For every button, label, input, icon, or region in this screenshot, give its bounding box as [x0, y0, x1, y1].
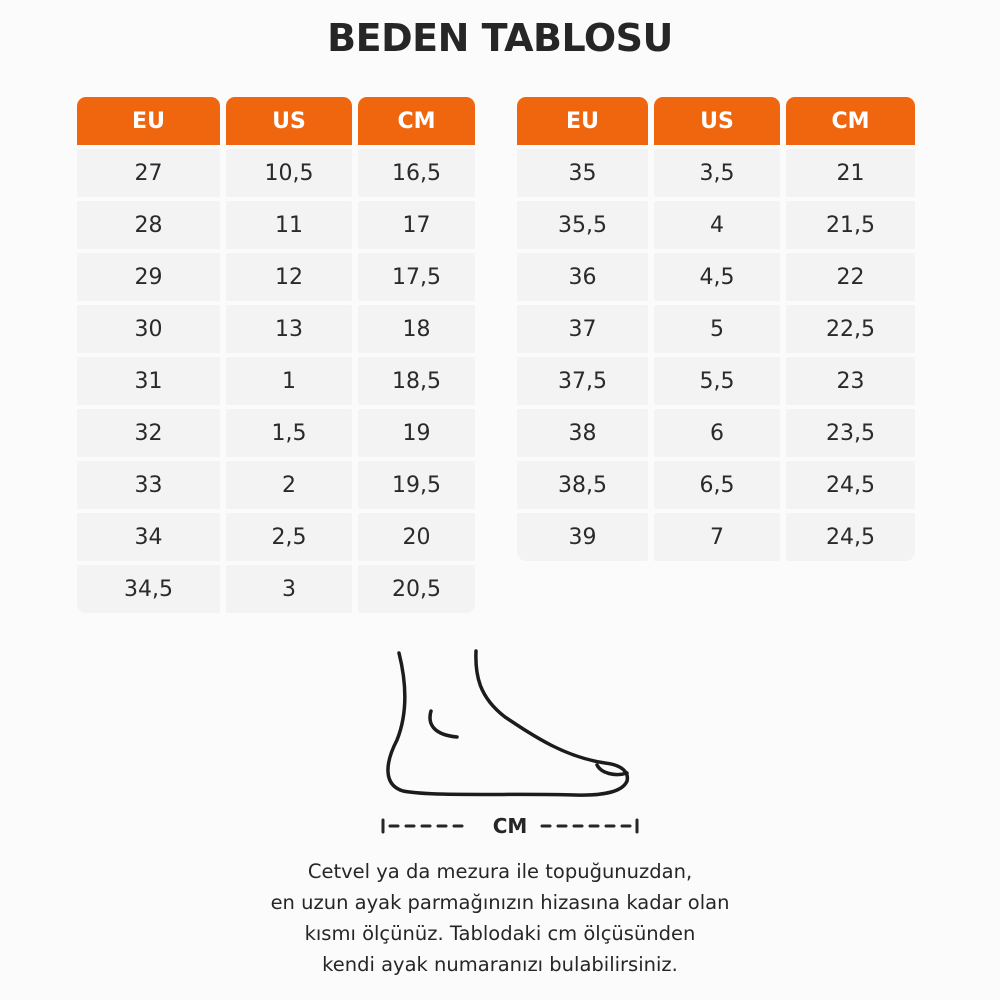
cell-eu: 31: [77, 357, 220, 405]
cell-cm: 19,5: [358, 461, 475, 509]
cell-eu: 35,5: [517, 201, 648, 249]
cell-us: 2,5: [226, 513, 352, 561]
cell-cm: 16,5: [358, 149, 475, 197]
cell-eu: 29: [77, 253, 220, 301]
cell-cm: 18,5: [358, 357, 475, 405]
cell-eu: 27: [77, 149, 220, 197]
cell-eu: 37: [517, 305, 648, 353]
cell-cm: 23,5: [786, 409, 915, 457]
cell-eu: 32: [77, 409, 220, 457]
cell-eu: 39: [517, 513, 648, 561]
cell-eu: 38: [517, 409, 648, 457]
size-table-right: [517, 97, 915, 561]
cell-cm: 21: [786, 149, 915, 197]
cell-cm: 22: [786, 253, 915, 301]
cell-us: 2: [226, 461, 352, 509]
cell-cm: 19: [358, 409, 475, 457]
cell-us: 1,5: [226, 409, 352, 457]
cell-us: 13: [226, 305, 352, 353]
foot-outline-icon: [375, 645, 645, 805]
cell-cm: 24,5: [786, 513, 915, 561]
header-eu: EU: [517, 97, 648, 145]
cell-us: 5: [654, 305, 780, 353]
cell-us: 12: [226, 253, 352, 301]
cell-cm: 20,5: [358, 565, 475, 613]
size-table-left: [77, 97, 475, 613]
header-us: US: [226, 97, 352, 145]
cell-eu: 37,5: [517, 357, 648, 405]
cell-us: 3,5: [654, 149, 780, 197]
cell-us: 10,5: [226, 149, 352, 197]
cell-cm: 20: [358, 513, 475, 561]
instruction-line: kısmı ölçünüz. Tablodaki cm ölçüsünden: [304, 922, 696, 945]
cell-eu: 34: [77, 513, 220, 561]
header-us: US: [654, 97, 780, 145]
instruction-line: Cetvel ya da mezura ile topuğunuzdan,: [307, 860, 693, 883]
cell-us: 4: [654, 201, 780, 249]
cell-eu: 35: [517, 149, 648, 197]
cell-cm: 24,5: [786, 461, 915, 509]
cell-us: 5,5: [654, 357, 780, 405]
cell-cm: 18: [358, 305, 475, 353]
instruction-line: kendi ayak numaranızı bulabilirsiniz.: [322, 953, 678, 976]
cell-us: 1: [226, 357, 352, 405]
cell-cm: 17: [358, 201, 475, 249]
page-title: BEDEN TABLOSU: [327, 16, 673, 60]
measure-line: [380, 812, 640, 842]
cell-eu: 28: [77, 201, 220, 249]
cell-us: 7: [654, 513, 780, 561]
cell-us: 6: [654, 409, 780, 457]
instructions: [0, 856, 1000, 980]
header-cm: CM: [358, 97, 475, 145]
measure-label: CM: [492, 814, 528, 838]
cell-cm: 21,5: [786, 201, 915, 249]
cell-eu: 30: [77, 305, 220, 353]
cell-eu: 33: [77, 461, 220, 509]
cell-us: 11: [226, 201, 352, 249]
cell-cm: 23: [786, 357, 915, 405]
header-eu: EU: [77, 97, 220, 145]
cell-eu: 36: [517, 253, 648, 301]
instruction-line: en uzun ayak parmağınızın hizasına kadar olan: [270, 891, 730, 914]
cell-us: 4,5: [654, 253, 780, 301]
cell-cm: 17,5: [358, 253, 475, 301]
cell-eu: 38,5: [517, 461, 648, 509]
cell-us: 3: [226, 565, 352, 613]
header-cm: CM: [786, 97, 915, 145]
cell-eu: 34,5: [77, 565, 220, 613]
cell-cm: 22,5: [786, 305, 915, 353]
cell-us: 6,5: [654, 461, 780, 509]
